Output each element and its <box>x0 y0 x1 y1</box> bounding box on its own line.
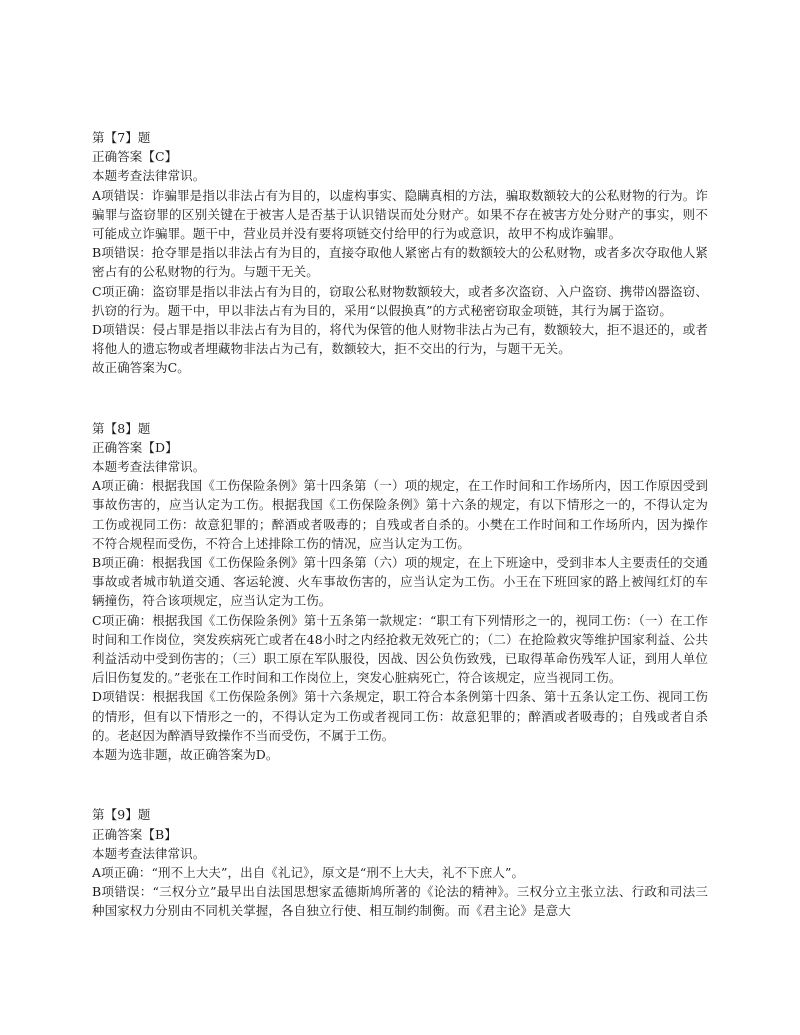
question-title: 第【8】题 <box>92 420 151 436</box>
option-explanation-b: B项错误：“三权分立”最早出自法国思想家孟德斯鸠所著的《论法的精神》。三权分立主张立法、行政和司法三种国家权力分别由不同机关掌握，各自独立行使、相互制约制衡。而《君主论》是意大 <box>92 884 708 919</box>
correct-answer: 正确答案【D】 <box>92 439 178 455</box>
question-intro: 本题考查法律常识。 <box>92 168 206 184</box>
question-conclusion: 本题为选非题，故正确答案为D。 <box>92 747 279 763</box>
question-intro: 本题考查法律常识。 <box>92 845 206 861</box>
option-explanation-d: D项错误：根据我国《工伤保险条例》第十六条规定，职工符合本条例第十四条、第十五条认定工伤、视同工伤的情形，但有以下情形之一的，不得认定为工伤或者视同工伤：故意犯罪的；醉酒或者吸毒的；自残或者自杀的。老赵因为醉酒导致操作不当而受伤，不属于工伤。 <box>92 689 708 743</box>
document-page <box>92 128 708 921</box>
option-explanation-d: D项错误：侵占罪是指以非法占有为目的，将代为保管的他人财物非法占为己有，数额较大，拒不退还的，或者将他人的遗忘物或者埋藏物非法占为己有，数额较大，拒不交出的行为，与题干无关。 <box>92 322 708 357</box>
question-title: 第【9】题 <box>92 807 151 823</box>
option-explanation-a: A项正确：“刑不上大夫”，出自《礼记》，原文是“刑不上大夫，礼不下庶人”。 <box>92 864 525 880</box>
question-title: 第【7】题 <box>92 130 151 145</box>
correct-answer: 正确答案【B】 <box>92 826 177 842</box>
correct-answer: 正确答案【C】 <box>92 149 178 165</box>
option-explanation-a: A项错误：诈骗罪是指以非法占有为目的，以虚构事实、隐瞒真相的方法，骗取数额较大的公私财物的行为。诈骗罪与盗窃罪的区别关键在于被害人是否基于认识错误而处分财产。如果不存在被害方处分财产的事实，则不可能成立诈骗罪。题干中，营业员并没有要将项链交付给甲的行为或意识，故甲不构成诈骗罪。 <box>92 187 708 242</box>
question-7 <box>92 128 708 378</box>
option-explanation-a: A项正确：根据我国《工伤保险条例》第十四条第（一）项的规定，在工作时间和工作场所内，因工作原因受到事故伤害的，应当认定为工伤。根据我国《工伤保险条例》第十六条的规定，有以下情形之一的，不得认定为工伤或视同工伤：故意犯罪的；醉酒或者吸毒的；自残或者自杀的。小樊在工作时间和工作场所内，因为操作不符合规程而受伤，不符合上述排除工伤的情况，应当认定为工伤。 <box>92 478 708 551</box>
option-explanation-c: C项正确：盗窃罪是指以非法占有为目的，窃取公私财物数额较大，或者多次盗窃、入户盗窃、携带凶器盗窃、扒窃的行为。题干中，甲以非法占有为目的，采用“以假换真”的方式秘密窃取金项链，其行为属于盗窃。 <box>92 283 708 318</box>
question-intro: 本题考查法律常识。 <box>92 459 206 475</box>
option-explanation-b: B项正确：根据我国《工伤保险条例》第十四条第（六）项的规定，在上下班途中，受到非本人主要责任的交通事故或者城市轨道交通、客运轮渡、火车事故伤害的，应当认定为工伤。小王在下班回家的路上被闯红灯的车辆撞伤，符合该项规定，应当认定为工伤。 <box>92 555 708 609</box>
option-explanation-b: B项错误：抢夺罪是指以非法占有为目的，直接夺取他人紧密占有的数额较大的公私财物，或者多次夺取他人紧密占有的公私财物的行为。与题干无关。 <box>92 245 708 280</box>
option-explanation-c: C项正确：根据我国《工伤保险条例》第十五条第一款规定：“职工有下列情形之一的，视同工伤：（一）在工作时间和工作岗位，突发疾病死亡或者在48小时之内经抢救无效死亡的；（二）在抢险救灾等维护国家利益、公共利益活动中受到伤害的；（三）职工原在军队服役，因战、因公负伤致残，已取得革命伤残军人证，到用人单位后旧伤复发的。”老张在工作时间和工作岗位上，突发心脏病死亡，符合该规定，应当视同工伤。 <box>92 612 708 686</box>
question-conclusion: 故正确答案为C。 <box>92 360 190 376</box>
question-9 <box>92 805 708 920</box>
question-8 <box>92 419 708 765</box>
